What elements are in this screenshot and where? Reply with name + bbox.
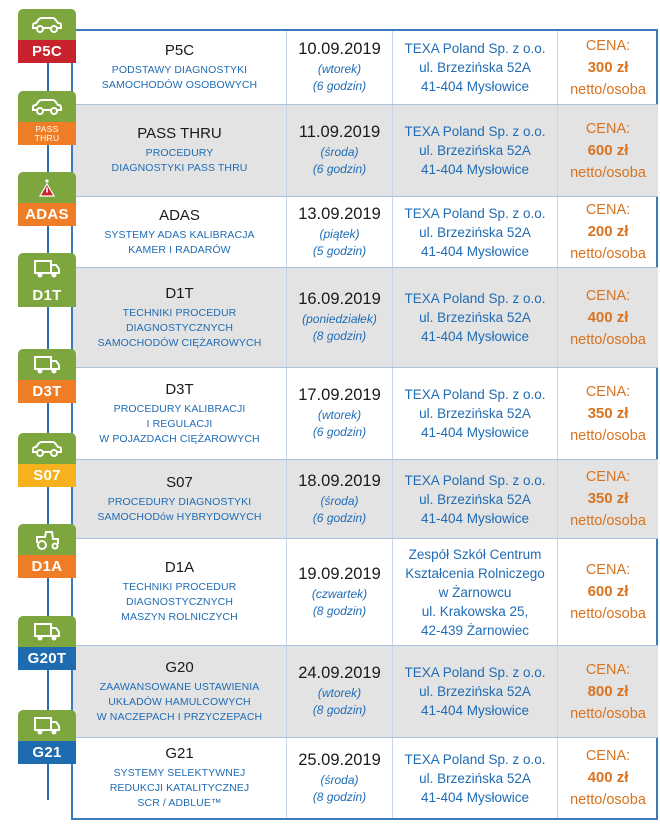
date-cell: [287, 368, 393, 459]
course-hours: (6 godzin): [312, 79, 367, 93]
course-hours: (8 godzin): [312, 703, 367, 717]
course-badge: [18, 9, 76, 63]
course-hours: (8 godzin): [312, 789, 367, 804]
training-row: [73, 539, 658, 646]
price-cell: [558, 197, 658, 267]
course-date: 13.09.2019: [298, 204, 381, 223]
venue-address: TEXA Poland Sp. z o.o. ul. Brzezińska 52A 41-404 Mysłowice: [404, 387, 546, 440]
course-day: (środa): [320, 772, 359, 787]
price-cell: [558, 268, 658, 367]
price-cell: [558, 31, 658, 104]
course-date: 16.09.2019: [298, 290, 381, 308]
course-badge: [18, 524, 76, 578]
course-hours: (5 godzin): [312, 243, 367, 258]
price-value: 600 zł: [587, 141, 629, 159]
course-date: 17.09.2019: [298, 386, 381, 404]
price-unit: netto/osoba: [570, 705, 646, 722]
venue-address: TEXA Poland Sp. z o.o. ul. Brzezińska 52A 41-404 Mysłowice: [404, 751, 546, 805]
price-label: CENA:: [585, 383, 631, 400]
truck-icon: [33, 355, 61, 375]
course-date: 11.09.2019: [298, 123, 381, 141]
course-date: 18.09.2019: [298, 471, 381, 490]
training-row: [73, 105, 658, 197]
course-day: (wtorek): [317, 62, 362, 76]
price-value: 400 zł: [587, 769, 629, 786]
course-description: TECHNIKI PROCEDUR DIAGNOSTYCZNYCH MASZYN ROLNICZYCH: [121, 581, 238, 623]
price-label: CENA:: [585, 37, 631, 54]
training-row: [73, 268, 658, 368]
venue-cell: [393, 31, 558, 104]
price-cell: [558, 368, 658, 459]
course-code: S07: [166, 473, 193, 491]
course-code: ADAS: [159, 206, 200, 224]
course-hours: (6 godzin): [312, 425, 367, 439]
course-day: (wtorek): [317, 408, 362, 422]
training-row: [73, 646, 658, 738]
course-code: P5C: [164, 42, 195, 59]
course-cell: [73, 539, 287, 645]
date-cell: [287, 646, 393, 737]
course-badge: [18, 710, 76, 764]
date-cell: [287, 31, 393, 104]
venue-cell: [393, 646, 558, 737]
course-description: ZAAWANSOWANE USTAWIENIA UKŁADÓW HAMULCOWYCH W NACZEPACH I PRZYCZEPACH: [96, 680, 263, 723]
price-value: 350 zł: [587, 490, 629, 507]
price-label: CENA:: [585, 562, 631, 578]
price-value: 350 zł: [587, 404, 629, 422]
price-value: 400 zł: [587, 308, 629, 326]
badge-label: D1A: [18, 555, 76, 578]
course-day: (czwartek): [311, 586, 368, 601]
price-cell: [558, 646, 658, 737]
course-cell: [73, 31, 287, 104]
date-cell: [287, 268, 393, 367]
price-label: CENA:: [585, 120, 631, 137]
price-unit: netto/osoba: [570, 81, 646, 98]
badge-label: G20T: [18, 647, 76, 670]
course-hours: (8 godzin): [312, 329, 367, 343]
course-day: (poniedziałek): [302, 312, 377, 326]
course-hours: (6 godzin): [312, 162, 367, 176]
course-code: PASS THRU: [137, 125, 222, 142]
course-badge: [18, 172, 76, 226]
date-cell: [287, 460, 393, 538]
venue-cell: [393, 738, 558, 818]
course-date: 19.09.2019: [298, 564, 381, 583]
course-code: D1A: [164, 559, 195, 576]
venue-cell: [393, 105, 558, 196]
price-value: 800 zł: [587, 682, 629, 700]
price-unit: netto/osoba: [570, 427, 646, 444]
truck-icon: [33, 716, 61, 736]
price-value: 600 zł: [587, 583, 629, 600]
price-label: CENA:: [585, 661, 631, 678]
venue-address: TEXA Poland Sp. z o.o. ul. Brzezińska 52A 41-404 Mysłowice: [404, 472, 546, 526]
price-unit: netto/osoba: [570, 513, 646, 529]
course-description: TECHNIKI PROCEDUR DIAGNOSTYCZNYCH SAMOCHODÓW CIĘŻAROWYCH: [97, 306, 262, 349]
badge-label: S07: [18, 464, 76, 487]
price-cell: [558, 738, 658, 818]
course-day: (wtorek): [317, 686, 362, 700]
course-day: (środa): [320, 493, 359, 508]
course-description: PROCEDURY DIAGNOSTYKI PASS THRU: [111, 147, 248, 174]
course-description: PROCEDURY KALIBRACJI I REGULACJI W POJAZDACH CIĘŻAROWYCH: [99, 402, 260, 445]
adas-warning-icon: [37, 178, 57, 198]
date-cell: [287, 539, 393, 645]
course-date: 10.09.2019: [298, 40, 381, 58]
car-icon: [30, 440, 64, 458]
price-unit: netto/osoba: [570, 331, 646, 348]
course-cell: [73, 105, 287, 196]
course-badge: [18, 253, 76, 307]
price-cell: [558, 460, 658, 538]
course-code: D3T: [165, 380, 194, 398]
truck-icon: [33, 259, 61, 279]
price-label: CENA:: [585, 748, 631, 764]
course-description: SYSTEMY ADAS KALIBRACJA KAMER I RADARÓW: [104, 228, 255, 256]
course-code: G20: [165, 658, 194, 676]
venue-address: TEXA Poland Sp. z o.o. ul. Brzezińska 52A 41-404 Mysłowice: [404, 41, 546, 94]
course-day: (piątek): [319, 226, 360, 241]
price-cell: [558, 105, 658, 196]
price-label: CENA:: [585, 202, 631, 218]
course-description: PROCEDURY DIAGNOSTYKI SAMOCHODów HYBRYDOWYCH: [97, 495, 262, 523]
venue-cell: [393, 539, 558, 645]
venue-address: TEXA Poland Sp. z o.o. ul. Brzezińska 52A 41-404 Mysłowice: [404, 291, 546, 344]
badge-label: ADAS: [18, 203, 76, 226]
training-row: [73, 197, 658, 268]
badge-label: D3T: [18, 380, 76, 403]
course-cell: [73, 268, 287, 367]
venue-cell: [393, 460, 558, 538]
venue-address: TEXA Poland Sp. z o.o. ul. Brzezińska 52A 41-404 Mysłowice: [404, 665, 546, 718]
training-row: [73, 31, 658, 105]
course-day: (środa): [320, 145, 359, 159]
venue-cell: [393, 197, 558, 267]
course-cell: [73, 646, 287, 737]
venue-address: Zespół Szkół Centrum Kształcenia Rolniczego w Żarnowcu ul. Krakowska 25, 42-439 Żarnowiec: [405, 546, 545, 638]
price-cell: [558, 539, 658, 645]
course-badge: [18, 616, 76, 670]
badge-label: D1T: [18, 284, 76, 307]
date-cell: [287, 738, 393, 818]
course-date: 24.09.2019: [298, 664, 381, 682]
date-cell: [287, 197, 393, 267]
tractor-icon: [33, 529, 61, 551]
course-description: SYSTEMY SELEKTYWNEJ REDUKCJI KATALITYCZNEJ SCR / ADBLUE™: [109, 767, 250, 809]
price-unit: netto/osoba: [570, 246, 646, 262]
price-value: 300 zł: [587, 58, 629, 76]
course-cell: [73, 197, 287, 267]
car-icon: [30, 98, 64, 116]
badge-label: P5C: [18, 40, 76, 63]
car-icon: [30, 16, 64, 34]
badge-label: PASS THRU: [18, 122, 76, 145]
venue-cell: [393, 268, 558, 367]
course-code: G21: [165, 745, 194, 762]
date-cell: [287, 105, 393, 196]
course-cell: [73, 738, 287, 818]
course-hours: (8 godzin): [312, 603, 367, 618]
venue-address: TEXA Poland Sp. z o.o. ul. Brzezińska 52A 41-404 Mysłowice: [404, 205, 546, 259]
price-unit: netto/osoba: [570, 606, 646, 622]
price-unit: netto/osoba: [570, 164, 646, 181]
course-description: PODSTAWY DIAGNOSTYKI SAMOCHODÓW OSOBOWYCH: [101, 64, 258, 91]
badge-label: G21: [18, 741, 76, 764]
course-code: D1T: [165, 284, 194, 302]
training-row: [73, 738, 658, 818]
venue-address: TEXA Poland Sp. z o.o. ul. Brzezińska 52A 41-404 Mysłowice: [404, 124, 546, 177]
course-hours: (6 godzin): [312, 510, 367, 525]
venue-cell: [393, 368, 558, 459]
truck-icon: [33, 622, 61, 642]
course-badge: [18, 433, 76, 487]
course-cell: [73, 460, 287, 538]
course-badge: [18, 91, 76, 145]
price-value: 200 zł: [587, 223, 629, 240]
course-cell: [73, 368, 287, 459]
course-date: 25.09.2019: [298, 750, 381, 769]
price-label: CENA:: [585, 469, 631, 485]
price-unit: netto/osoba: [570, 792, 646, 808]
training-row: [73, 460, 658, 539]
course-badge: [18, 349, 76, 403]
training-row: [73, 368, 658, 460]
price-label: CENA:: [585, 287, 631, 304]
